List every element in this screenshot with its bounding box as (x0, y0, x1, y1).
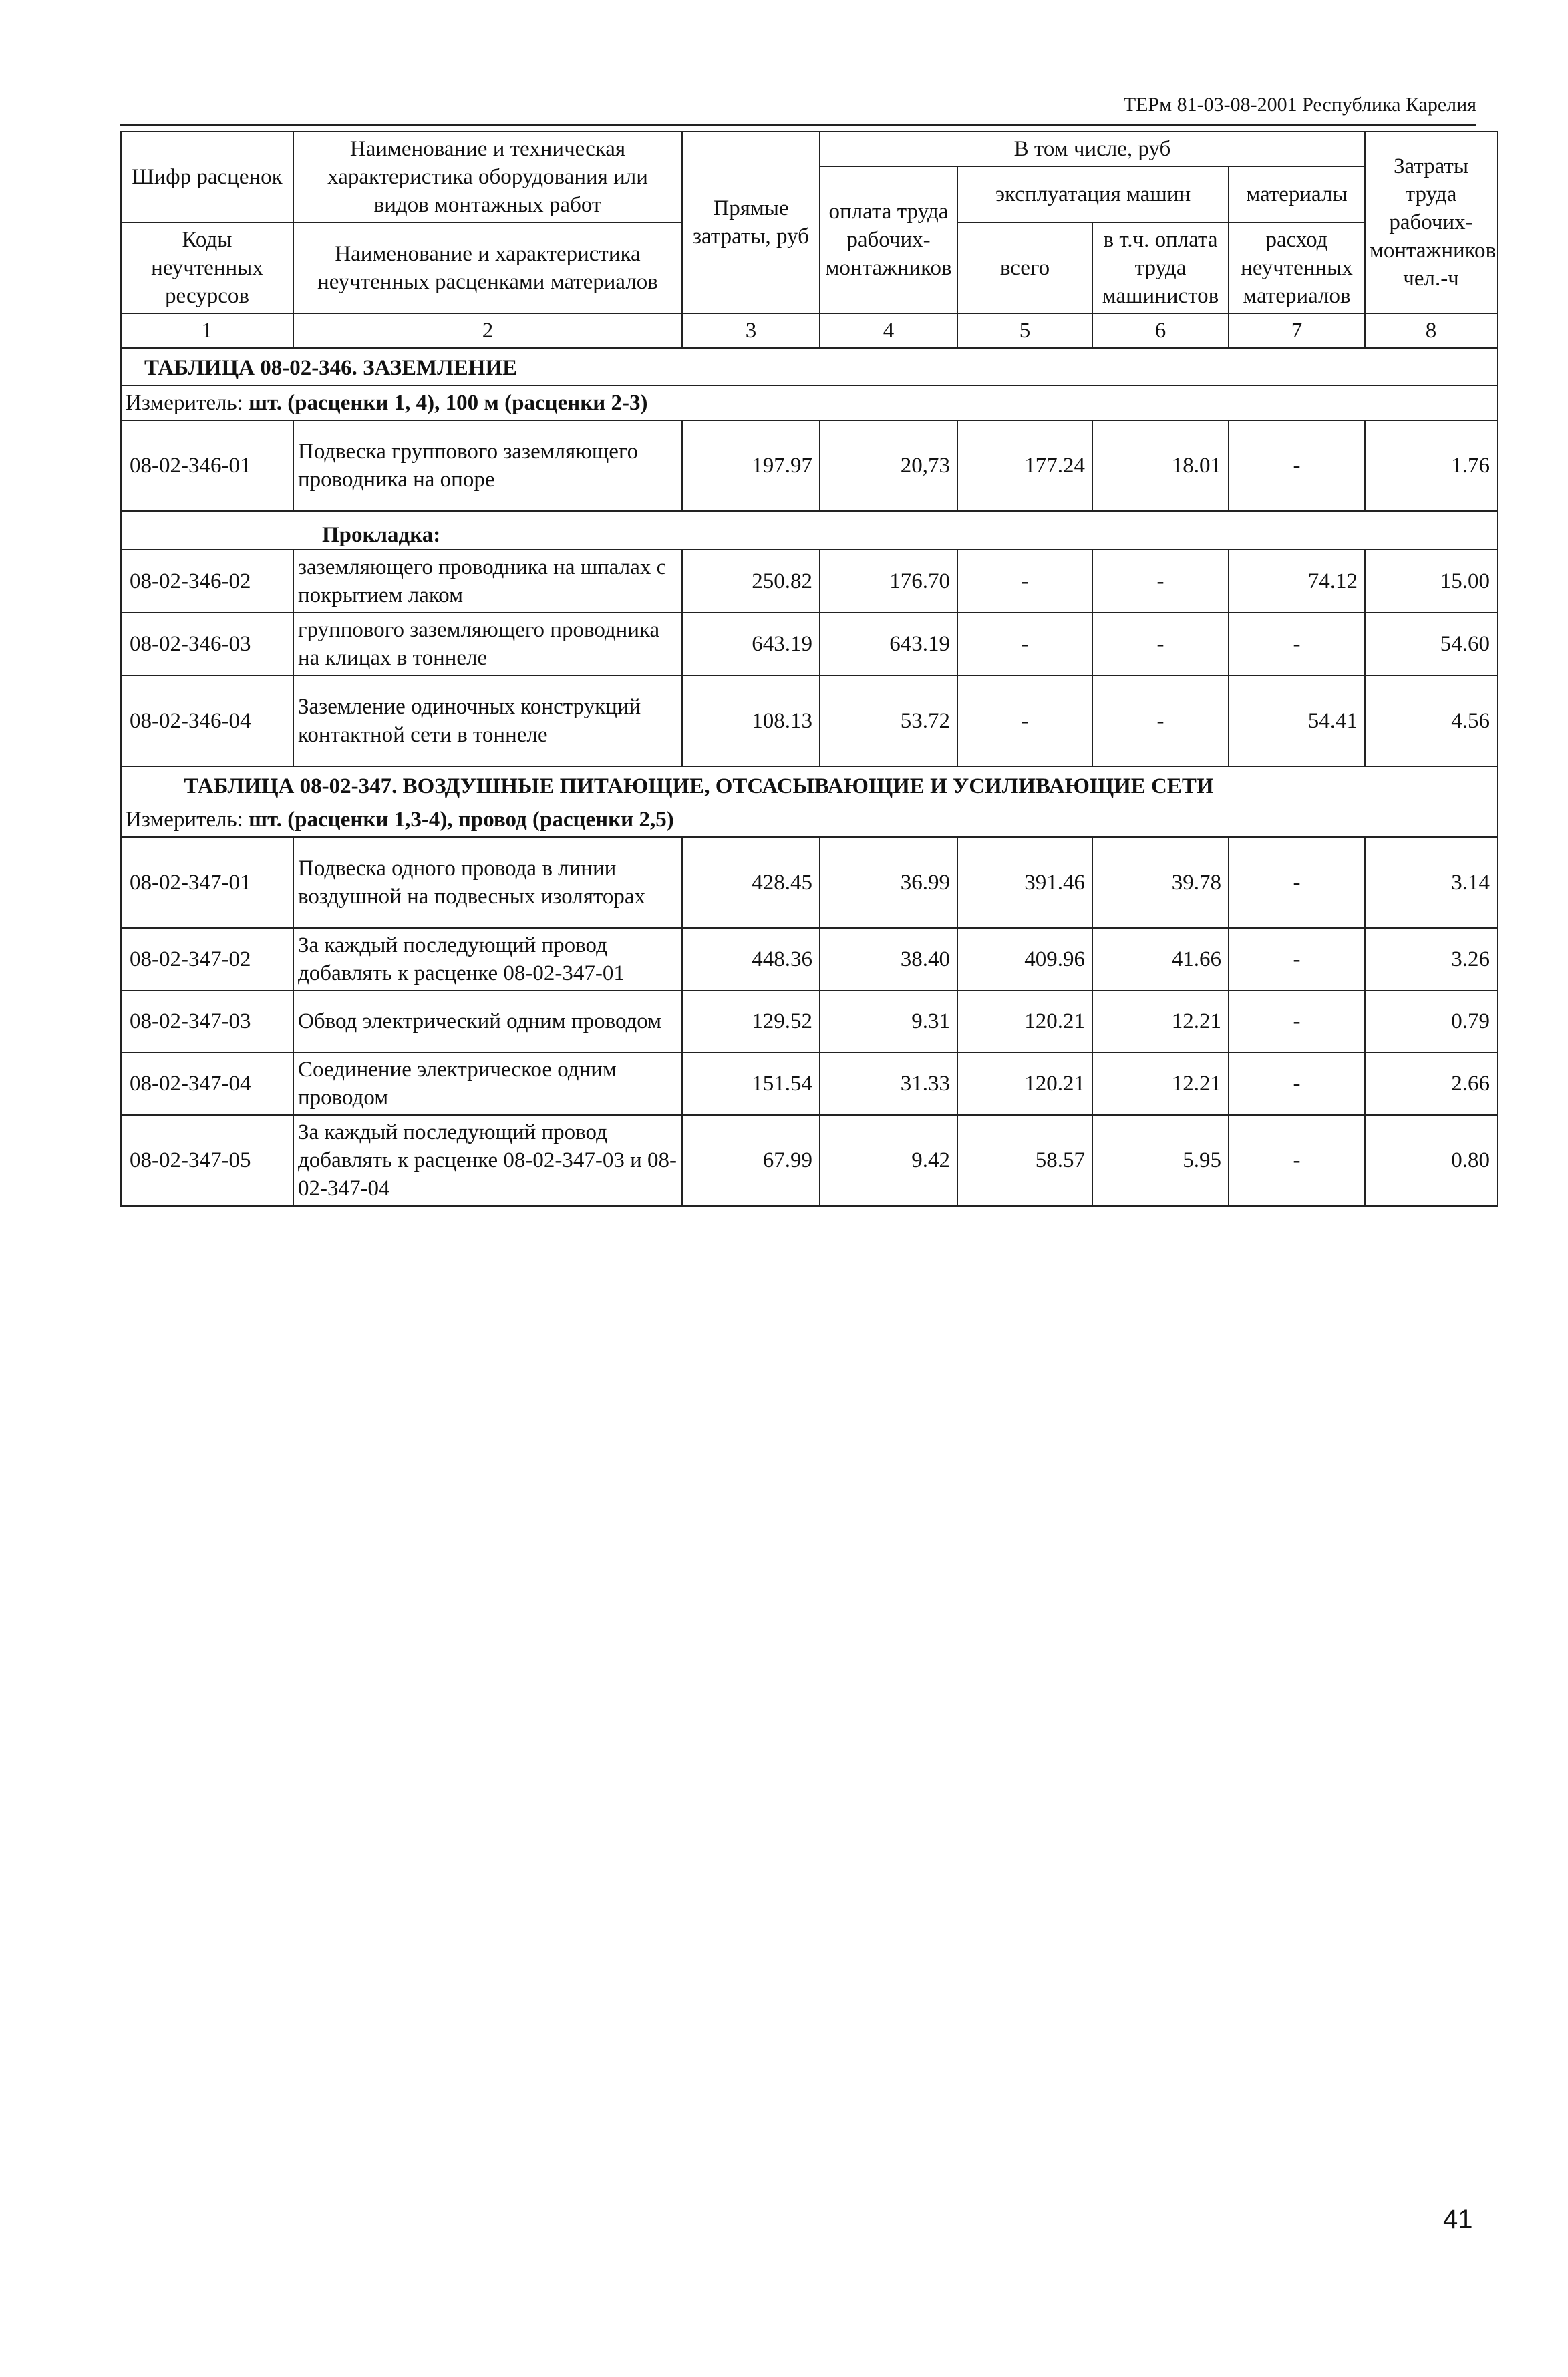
labor-hours: 3.26 (1365, 928, 1497, 991)
materials-use: - (1229, 928, 1365, 991)
col-number: 5 (957, 313, 1092, 348)
rate-code: 08-02-347-03 (121, 991, 293, 1052)
header-machines: эксплуатация машин (957, 166, 1229, 222)
direct-costs: 250.82 (682, 550, 820, 613)
page-number: 41 (1443, 2205, 1473, 2234)
machinists-pay: 5.95 (1092, 1115, 1229, 1206)
labor-hours: 1.76 (1365, 420, 1497, 511)
materials-use: - (1229, 991, 1365, 1052)
labor-hours: 0.79 (1365, 991, 1497, 1052)
machinists-pay: - (1092, 550, 1229, 613)
rate-description: Подвеска группового заземляющего проводника на опоре (293, 420, 682, 511)
direct-costs: 643.19 (682, 613, 820, 675)
measure-value: шт. (расценки 1, 4), 100 м (расценки 2-3) (249, 391, 648, 415)
col-number: 1 (121, 313, 293, 348)
rate-code: 08-02-347-04 (121, 1052, 293, 1115)
measure-label: Измеритель: (126, 391, 243, 415)
labor-hours: 2.66 (1365, 1052, 1497, 1115)
labor-hours: 54.60 (1365, 613, 1497, 675)
rate-description: Обвод электрический одним проводом (293, 991, 682, 1052)
col-number: 7 (1229, 313, 1365, 348)
direct-costs: 448.36 (682, 928, 820, 991)
rate-code: 08-02-346-04 (121, 675, 293, 766)
rate-code: 08-02-347-05 (121, 1115, 293, 1206)
col-number: 2 (293, 313, 682, 348)
header-labor-hours: Затраты труда рабочих-монтажников чел.-ч (1365, 132, 1497, 313)
col-number: 3 (682, 313, 820, 348)
rate-description: Подвеска одного провода в линии воздушной на подвесных изоляторах (293, 837, 682, 928)
direct-costs: 129.52 (682, 991, 820, 1052)
machinists-pay: - (1092, 613, 1229, 675)
machines-total: 391.46 (957, 837, 1092, 928)
machines-total: - (957, 675, 1092, 766)
labor-hours: 15.00 (1365, 550, 1497, 613)
rates-table (120, 131, 1498, 1207)
labor-pay: 643.19 (820, 613, 957, 675)
measure-line (121, 385, 1497, 420)
labor-hours: 4.56 (1365, 675, 1497, 766)
header-machinists-pay: в т.ч. оплата труда машинистов (1092, 222, 1229, 313)
direct-costs: 428.45 (682, 837, 820, 928)
labor-pay: 9.42 (820, 1115, 957, 1206)
materials-use: - (1229, 1115, 1365, 1206)
table-row (121, 675, 1497, 766)
rate-description: За каждый последующий провод добавлять к расценке 08-02-347-03 и 08-02-347-04 (293, 1115, 682, 1206)
header-code-a: Шифр расценок (121, 132, 293, 222)
section-title: ТАБЛИЦА 08-02-347. ВОЗДУШНЫЕ ПИТАЮЩИЕ, ОТСАСЫВАЮЩИЕ И УСИЛИВАЮЩИЕ СЕТИ (121, 766, 1497, 803)
labor-pay: 38.40 (820, 928, 957, 991)
header-machines-total: всего (957, 222, 1092, 313)
rate-description: За каждый последующий провод добавлять к расценке 08-02-347-01 (293, 928, 682, 991)
materials-use: - (1229, 613, 1365, 675)
machines-total: 120.21 (957, 991, 1092, 1052)
direct-costs: 197.97 (682, 420, 820, 511)
rate-code: 08-02-346-01 (121, 420, 293, 511)
table-row (121, 837, 1497, 928)
header-rule (120, 124, 1476, 126)
labor-pay: 36.99 (820, 837, 957, 928)
labor-pay: 31.33 (820, 1052, 957, 1115)
rate-code: 08-02-347-01 (121, 837, 293, 928)
machinists-pay: 12.21 (1092, 991, 1229, 1052)
rate-code: 08-02-346-03 (121, 613, 293, 675)
header-direct-costs: Прямые затраты, руб (682, 132, 820, 313)
labor-pay: 20,73 (820, 420, 957, 511)
direct-costs: 67.99 (682, 1115, 820, 1206)
labor-pay: 53.72 (820, 675, 957, 766)
running-header: ТЕРм 81-03-08-2001 Республика Карелия (1123, 94, 1476, 116)
machinists-pay: 39.78 (1092, 837, 1229, 928)
rate-description: группового заземляющего проводника на клицах в тоннеле (293, 613, 682, 675)
rate-description: Соединение электрическое одним проводом (293, 1052, 682, 1115)
measure-value: шт. (расценки 1,3-4), провод (расценки 2,5) (249, 808, 674, 832)
machines-total: - (957, 613, 1092, 675)
table-row (121, 550, 1497, 613)
header-materials: материалы (1229, 166, 1365, 222)
materials-use: - (1229, 837, 1365, 928)
header-materials-use: расход неучтенных материалов (1229, 222, 1365, 313)
labor-hours: 3.14 (1365, 837, 1497, 928)
table-row (121, 613, 1497, 675)
table-row (121, 1052, 1497, 1115)
machines-total: 409.96 (957, 928, 1092, 991)
direct-costs: 151.54 (682, 1052, 820, 1115)
section-title: ТАБЛИЦА 08-02-346. ЗАЗЕМЛЕНИЕ (121, 348, 1497, 385)
materials-use: - (1229, 1052, 1365, 1115)
machinists-pay: 41.66 (1092, 928, 1229, 991)
labor-hours: 0.80 (1365, 1115, 1497, 1206)
rate-description: Заземление одиночных конструкций контактной сети в тоннеле (293, 675, 682, 766)
machinists-pay: - (1092, 675, 1229, 766)
subheading: Прокладка: (121, 511, 1497, 550)
machines-total: - (957, 550, 1092, 613)
machinists-pay: 18.01 (1092, 420, 1229, 511)
labor-pay: 9.31 (820, 991, 957, 1052)
materials-use: 54.41 (1229, 675, 1365, 766)
direct-costs: 108.13 (682, 675, 820, 766)
rate-code: 08-02-346-02 (121, 550, 293, 613)
materials-use: 74.12 (1229, 550, 1365, 613)
measure-line (121, 803, 1497, 837)
header-code-b: Коды неучтенных ресурсов (121, 222, 293, 313)
rate-description: заземляющего проводника на шпалах с покрытием лаком (293, 550, 682, 613)
machines-total: 177.24 (957, 420, 1092, 511)
machines-total: 58.57 (957, 1115, 1092, 1206)
materials-use: - (1229, 420, 1365, 511)
table-row (121, 420, 1497, 511)
header-labor-pay: оплата труда рабочих-монтажников (820, 166, 957, 313)
header-name-b: Наименование и характеристика неучтенных расценками материалов (293, 222, 682, 313)
table-row (121, 1115, 1497, 1206)
rate-code: 08-02-347-02 (121, 928, 293, 991)
labor-pay: 176.70 (820, 550, 957, 613)
col-number: 6 (1092, 313, 1229, 348)
table-row (121, 928, 1497, 991)
table-row (121, 991, 1497, 1052)
col-number: 8 (1365, 313, 1497, 348)
col-number: 4 (820, 313, 957, 348)
header-including: В том числе, руб (820, 132, 1365, 166)
machines-total: 120.21 (957, 1052, 1092, 1115)
header-name-a: Наименование и техническая характеристика оборудования или видов монтажных работ (293, 132, 682, 222)
machinists-pay: 12.21 (1092, 1052, 1229, 1115)
measure-label: Измеритель: (126, 808, 243, 832)
